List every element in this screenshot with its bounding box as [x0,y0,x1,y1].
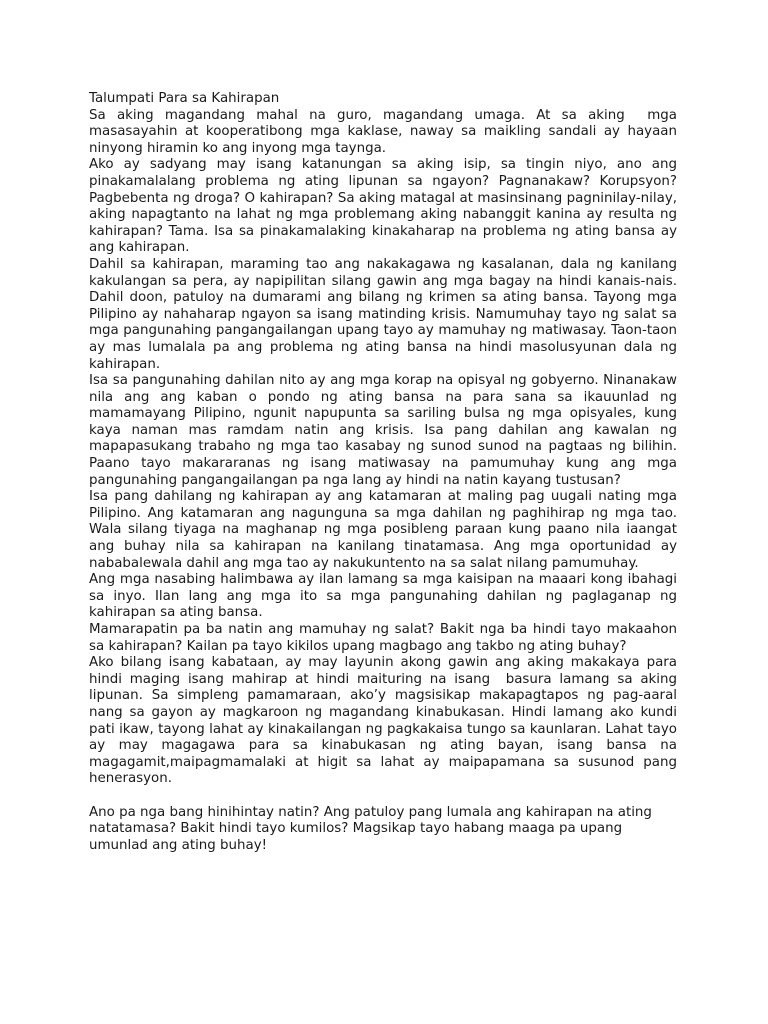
document-page [89,91,682,854]
paragraph-corruption: Isa sa pangunahing dahilan nito ay ang mga korap na opisyal ng gobyerno. Ninanakaw nila ang ang kaban o pondo ng ating bansa na para sana sa ikauunlad ng mamamayang Pilipino, ngunit napupunta sa sariling bulsa ng mga opisyales, kung kaya naman mas ramdam natin ang krisis. Isa pang dahilan ang kawalan ng mapapasukang trabaho ng mga tao kasabay ng sunod sunod na pagtaas ng bilihin. Paano tayo makararanas ng isang matiwasay na pamumuhay kung ang mga pangunahing pangangailangan pa nga lang ay hindi na natin kayang tustusan? [89,373,682,488]
paragraph-question: Ako ay sadyang may isang katanungan sa aking isip, sa tingin niyo, ano ang pinakamalalang problema ng ating lipunan sa ngayon? Pagnanakaw? Korupsyon? Pagbebenta ng droga? O kahirapan? Sa aking matagal at masinsinang pagninilay-nilay, aking napagtanto na lahat ng mga problemang aking nabanggit kanina ay resulta ng kahirapan? Tama. Isa sa pinakamalaking kinakaharap na problema ng ating bansa ay ang kahirapan. [89,157,682,256]
paragraph-rhetorical: Mamarapatin pa ba natin ang mamuhay ng salat? Bakit nga ba hindi tayo makaahon sa kahirapan? Kailan pa tayo kikilos upang magbago ang takbo ng ating buhay? [89,622,682,654]
paragraph-youth: Ako bilang isang kabataan, ay may layunin akong gawin ang aking makakaya para hindi maging isang mahirap at hindi maituring na isang basura lamang sa aking lipunan. Sa simpleng pamamaraan, ako’y magsisikap makapagtapos ng pag-aaral nang sa gayon ay magkaroon ng magandang kinabukasan. Hindi lamang ako kundi pati ikaw, tayong lahat ay kinakailangan ng pagkakaisa tungo sa kaunlaran. Lahat tayo ay may magagawa para sa kinabukasan ng ating bayan, isang bansa na magagamit,maipagmamalaki at higit sa lahat ay maipapamana sa susunod pang henerasyon. [89,655,682,787]
document-title: Talumpati Para sa Kahirapan [89,91,280,106]
paragraph-closing: Ano pa nga bang hinihintay natin? Ang patuloy pang lumala ang kahirapan na ating natatamasa? Bakit hindi tayo kumilos? Magsikap tayo habang maaga pa upang umunlad ang ating buhay! [89,804,657,853]
paragraph-laziness: Isa pang dahilang ng kahirapan ay ang katamaran at maling pag uugali nating mga Pilipino. Ang katamaran ang nagunguna sa mga dahilan ng paghihirap ng mga tao. Wala silang tiyaga na maghanap ng mga posibleng paraan kung paano nila iaangat ang buhay nila sa kahirapan na kanilang tinatamasa. Ang mga oportunidad ay nababalewala dahil ang mga tao ay nakukuntento na sa salat nilang pamumuhay. [89,489,682,571]
paragraph-spacer [89,788,677,805]
paragraph-greeting: Sa aking magandang mahal na guro, magandang umaga. At sa aking mga masasayahin at kooperatibong mga kaklase, naway sa maikling sandali ay hayaan ninyong hiramin ko ang inyong mga taynga. [89,107,682,156]
paragraph-crime: Dahil sa kahirapan, maraming tao ang nakakagawa ng kasalanan, dala ng kanilang kakulangan sa pera, ay napipilitan silang gawin ang mga bagay na hindi kanais-nais. Dahil doon, patuloy na dumarami ang bilang ng krimen sa ating bansa. Tayong mga Pilipino ay nahaharap ngayon sa isang matinding krisis. Namumuhay tayo ng salat sa mga pangunahing pangangailangan upang tayo ay mamuhay ng matiwasay. Taon-taon ay mas lumalala pa ang problema ng ating bansa na hindi masolusyunan dala ng kahirapan. [89,256,682,372]
paragraph-examples: Ang mga nasabing halimbawa ay ilan lamang sa mga kaisipan na maaari kong ibahagi sa inyo. Ilan lang ang mga ito sa mga pangunahing dahilan ng paglaganap ng kahirapan sa ating bansa. [89,572,682,621]
